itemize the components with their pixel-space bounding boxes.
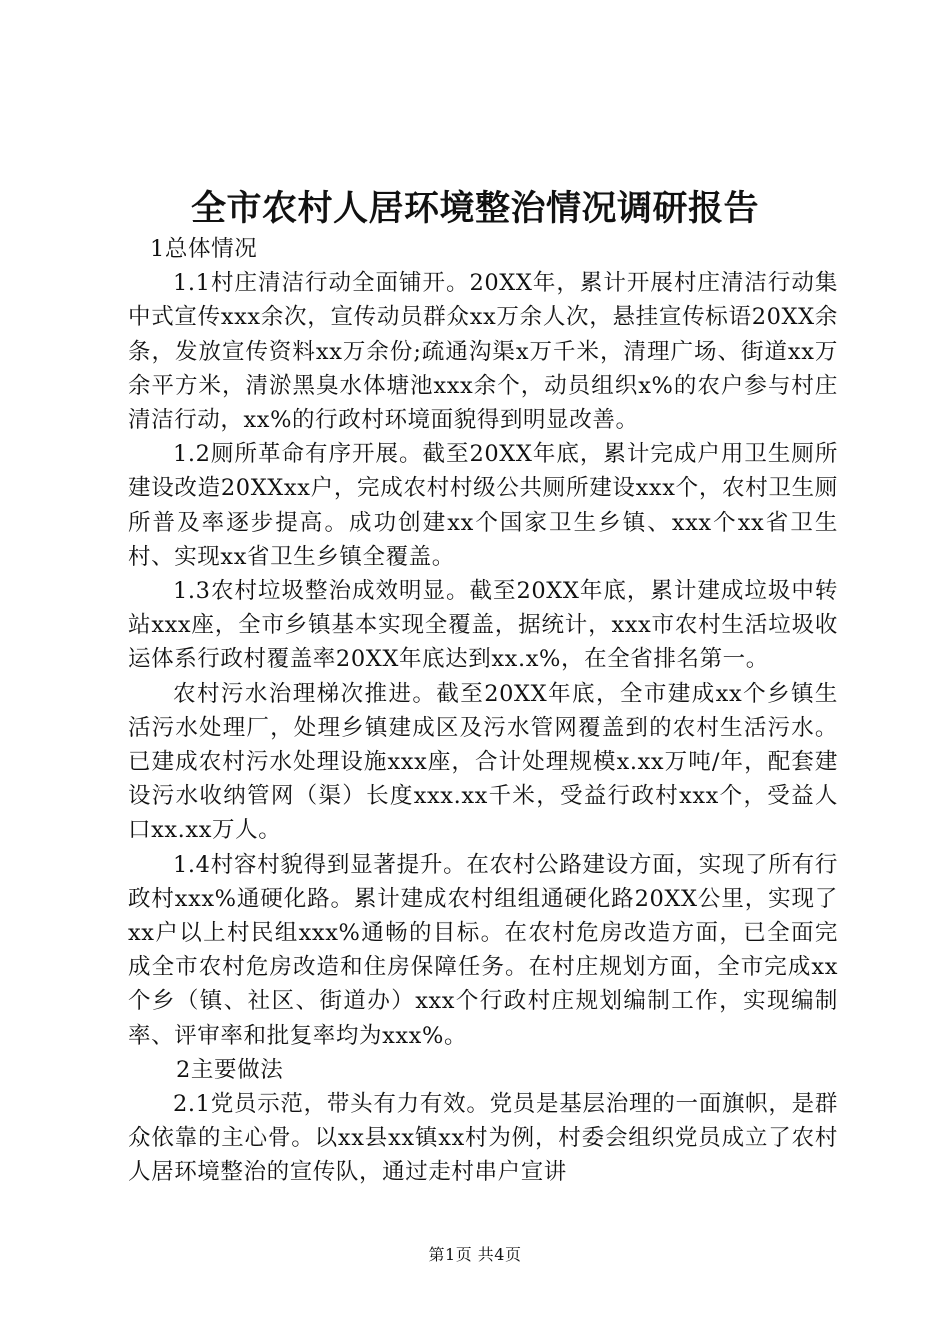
- document-body: [128, 232, 838, 1190]
- paragraph: 1.4村容村貌得到显著提升。在农村公路建设方面，实现了所有行政村xxx%通硬化路。累计建成农村组组通硬化路20XX公里，实现了xx户以上村民组xxx%通畅的目标。在农村危房改造方面，已全面完成全市农村危房改造和住房保障任务。在村庄规划方面，全市完成xx个乡（镇、社区、街道办）xxx个行政村庄规划编制工作，实现编制率、评审率和批复率均为xxx%。: [128, 851, 838, 1049]
- section-heading: 1总体情况: [150, 236, 258, 262]
- paragraph: 2.1党员示范，带头有力有效。党员是基层治理的一面旗帜，是群众依靠的主心骨。以xx县xx镇xx村为例，村委会组织党员成立了农村人居环境整治的宣传队，通过走村串户宣讲: [128, 1091, 838, 1186]
- paragraph: 1.2厕所革命有序开展。截至20XX年底，累计完成户用卫生厕所建设改造20XXxx户，完成农村村级公共厕所建设xxx个，农村卫生厕所普及率逐步提高。成功创建xx个国家卫生乡镇、xxx个xx省卫生村、实现xx省卫生乡镇全覆盖。: [128, 441, 838, 570]
- paragraph: 1.1村庄清洁行动全面铺开。20XX年，累计开展村庄清洁行动集中式宣传xxx余次，宣传动员群众xx万余人次，悬挂宣传标语20XX余条，发放宣传资料xx万余份;疏通沟渠x万千米，清理广场、街道xx万余平方米，清淤黑臭水体塘池xxx余个，动员组织x%的农户参与村庄清洁行动，xx%的行政村环境面貌得到明显改善。: [128, 270, 838, 434]
- paragraph: 农村污水治理梯次推进。截至20XX年底，全市建成xx个乡镇生活污水处理厂，处理乡镇建成区及污水管网覆盖到的农村生活污水。已建成农村污水处理设施xxx座，合计处理规模x.xx万吨/年，配套建设污水收纳管网（渠）长度xxx.xx千米，受益行政村xxx个，受益人口xx.xx万人。: [128, 680, 838, 844]
- paragraph: 1.3农村垃圾整治成效明显。截至20XX年底，累计建成垃圾中转站xxx座，全市乡镇基本实现全覆盖，据统计，xxx市农村生活垃圾收运体系行政村覆盖率20XX年底达到xx.x%，在全省排名第一。: [128, 578, 838, 673]
- section-heading: 2主要做法: [176, 1056, 284, 1083]
- page-footer: 第1页 共4页: [428, 1245, 522, 1264]
- page-title: 全市农村人居环境整治情况调研报告: [190, 189, 759, 229]
